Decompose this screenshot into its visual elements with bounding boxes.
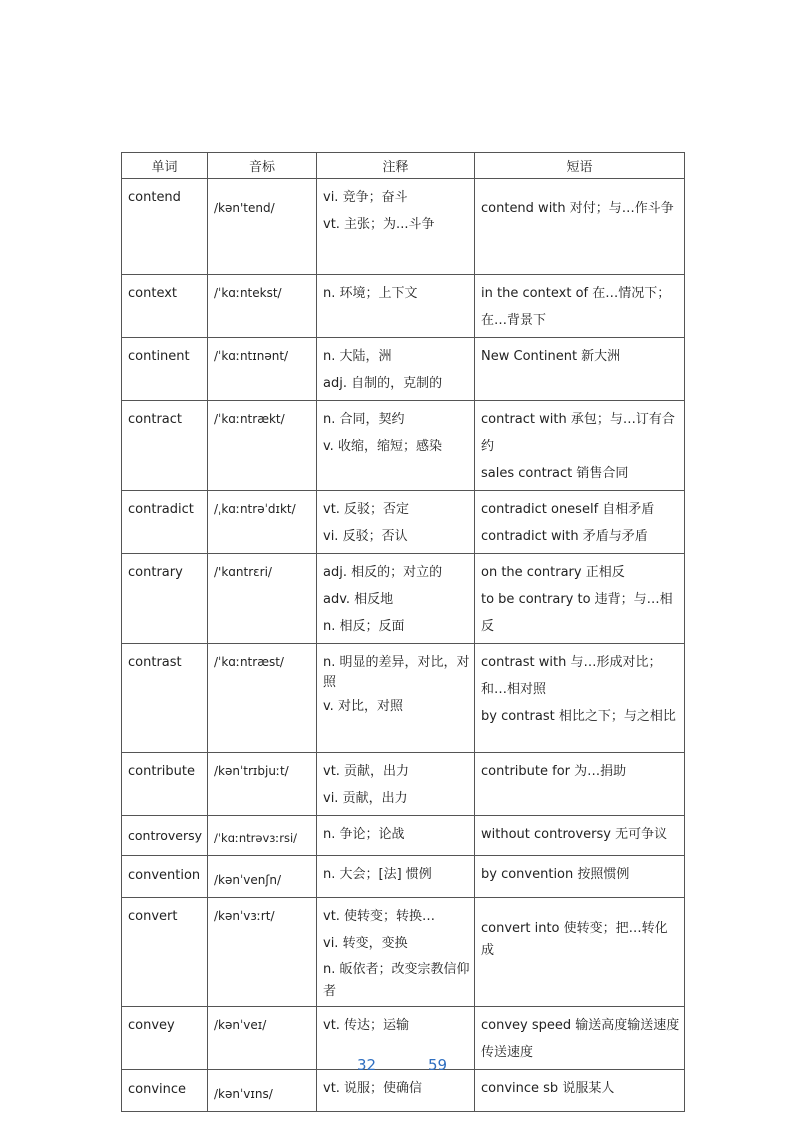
phrase-cell (475, 816, 685, 856)
word-cell: controversy (122, 816, 208, 856)
word-cell: convince (122, 1070, 208, 1112)
definition-cell (317, 491, 475, 554)
definition-line: n. 皈依者；改变宗教信仰者 (323, 962, 470, 999)
phrase-line: convince sb 说服某人 (481, 1081, 615, 1096)
header-word: 单词 (122, 153, 208, 179)
phonetic-cell: /ˈkɑːntɪnənt/ (208, 338, 317, 401)
word-cell: contrary (122, 554, 208, 644)
definition-line: adv. 相反地 (323, 592, 394, 607)
definition-line: adj. 相反的；对立的 (323, 565, 443, 580)
definition-line: n. 大陆，洲 (323, 349, 392, 364)
phonetic-cell: /ˈkɑːntrækt/ (208, 401, 317, 491)
phrase-cell (475, 898, 685, 1007)
definition-line: vt. 贡献，出力 (323, 764, 410, 779)
phrase-line: New Continent 新大洲 (481, 349, 621, 364)
phrase-line: contract with 承包；与…订有合约 (481, 412, 675, 454)
word-cell: contradict (122, 491, 208, 554)
word-cell: convention (122, 856, 208, 898)
table-row (122, 816, 685, 856)
phrase-line: contradict oneself 自相矛盾 (481, 502, 655, 517)
definition-line: vt. 主张；为...斗争 (323, 217, 435, 232)
table-row (122, 1070, 685, 1112)
table-row (122, 179, 685, 275)
phrase-line: by contrast 相比之下；与之相比 (481, 709, 676, 724)
word-cell: convey (122, 1007, 208, 1070)
definition-cell (317, 338, 475, 401)
header-phrase: 短语 (475, 153, 685, 179)
phrase-cell (475, 1007, 685, 1070)
table-row (122, 491, 685, 554)
definition-line: n. 相反；反面 (323, 619, 405, 634)
phrase-line: in the context of 在…情况下；在…背景下 (481, 286, 671, 328)
phrase-line: sales contract 销售合同 (481, 466, 629, 481)
page-number-left: 32 (357, 1056, 377, 1074)
phrase-cell (475, 753, 685, 816)
table-row (122, 644, 685, 753)
vocabulary-table (121, 152, 685, 1112)
table-row (122, 275, 685, 338)
phrase-line: contend with 对付；与…作斗争 (481, 201, 674, 216)
phrase-line: contrast with 与…形成对比；和…相对照 (481, 655, 662, 697)
definition-line: vt. 传达；运输 (323, 1018, 410, 1033)
phrase-cell (475, 1070, 685, 1112)
definition-line: vt. 反驳；否定 (323, 502, 410, 517)
phrase-cell (475, 275, 685, 338)
phonetic-cell: /ˈkɑːntræst/ (208, 644, 317, 753)
phrase-line: without controversy 无可争议 (481, 827, 668, 842)
phrase-line: contradict with 矛盾与矛盾 (481, 529, 648, 544)
phonetic-cell: /ˌkɑːntrəˈdɪkt/ (208, 491, 317, 554)
definition-cell (317, 275, 475, 338)
phonetic-cell: /'kɑntrɛri/ (208, 554, 317, 644)
definition-cell (317, 898, 475, 1007)
table-row (122, 856, 685, 898)
table-row (122, 1007, 685, 1070)
table-row (122, 401, 685, 491)
phonetic-cell: /ˈkɑːntrəvɜːrsi/ (208, 816, 317, 856)
phonetic-cell: /ˈkɑːntekst/ (208, 275, 317, 338)
definition-cell (317, 856, 475, 898)
phonetic-cell: /kənˈvɪns/ (208, 1070, 317, 1112)
phonetic-cell: /kənˈtrɪbjuːt/ (208, 753, 317, 816)
table-header-row (122, 153, 685, 179)
phonetic-cell: /kən'tend/ (208, 179, 317, 275)
phrase-line: convert into 使转变；把…转化成 (481, 921, 668, 958)
definition-cell (317, 554, 475, 644)
definition-line: v. 收缩，缩短；感染 (323, 439, 442, 454)
phrase-line: by convention 按照惯例 (481, 867, 630, 882)
phonetic-cell: /kənˈveɪ/ (208, 1007, 317, 1070)
definition-line: n. 大会；[法] 惯例 (323, 867, 432, 882)
definition-cell (317, 401, 475, 491)
definition-cell (317, 1007, 475, 1070)
table-row (122, 554, 685, 644)
page-number-right: 59 (428, 1056, 448, 1074)
phrase-line: contribute for 为…捐助 (481, 764, 627, 779)
table-row (122, 753, 685, 816)
word-cell: convert (122, 898, 208, 1007)
definition-line: vi. 转变，变换 (323, 936, 408, 951)
definition-line: vi. 反驳；否认 (323, 529, 408, 544)
definition-line: adj. 自制的，克制的 (323, 376, 443, 391)
word-cell: contribute (122, 753, 208, 816)
phonetic-cell: /kənˈvɜːrt/ (208, 898, 317, 1007)
definition-line: vi. 贡献，出力 (323, 791, 408, 806)
phrase-cell (475, 644, 685, 753)
definition-line: n. 明显的差异，对比，对照 (323, 655, 470, 690)
table-row (122, 898, 685, 1007)
word-cell: contend (122, 179, 208, 275)
definition-line: n. 合同，契约 (323, 412, 405, 427)
definition-cell (317, 1070, 475, 1112)
definition-cell (317, 816, 475, 856)
definition-line: vt. 说服；使确信 (323, 1081, 423, 1096)
definition-line: vi. 竞争；奋斗 (323, 190, 408, 205)
phrase-cell (475, 401, 685, 491)
word-cell: contrast (122, 644, 208, 753)
phonetic-cell: /kənˈvenʃn/ (208, 856, 317, 898)
word-cell: context (122, 275, 208, 338)
phrase-cell (475, 491, 685, 554)
phrase-cell (475, 856, 685, 898)
phrase-cell (475, 179, 685, 275)
definition-cell (317, 753, 475, 816)
phrase-cell (475, 338, 685, 401)
word-cell: continent (122, 338, 208, 401)
phrase-line: convey speed 输送高度输送速度传送速度 (481, 1018, 680, 1060)
phrase-line: on the contrary 正相反 (481, 565, 625, 580)
definition-cell (317, 644, 475, 753)
table-row (122, 338, 685, 401)
phrase-cell (475, 554, 685, 644)
definition-line: n. 环境；上下文 (323, 286, 418, 301)
header-phonetic: 音标 (208, 153, 317, 179)
definition-line: n. 争论；论战 (323, 827, 405, 842)
definition-line: v. 对比，对照 (323, 699, 403, 714)
phrase-line: to be contrary to 违背；与…相反 (481, 592, 673, 634)
definition-cell (317, 179, 475, 275)
header-definition: 注释 (317, 153, 475, 179)
definition-line: vt. 使转变；转换… (323, 909, 436, 924)
word-cell: contract (122, 401, 208, 491)
